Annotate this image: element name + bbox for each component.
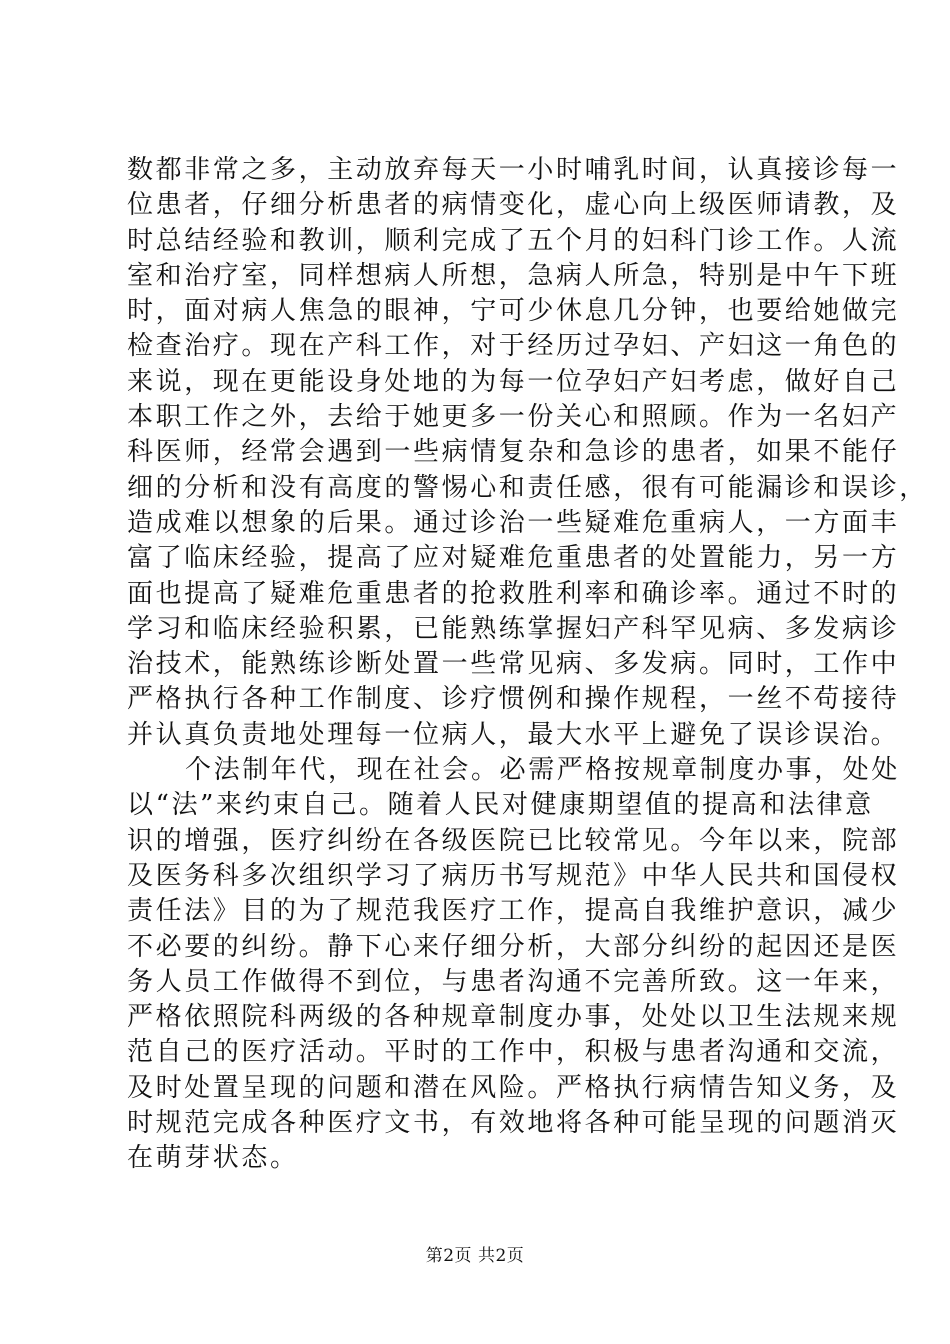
text-line: 及医务科多次组织学习了病历书写规范》中华人民共和国侵权 [127, 860, 900, 891]
text-line: 时规范完成各种医疗文书，有效地将各种可能呈现的问题消灭 [127, 1108, 900, 1139]
paragraph-2 [127, 753, 901, 1177]
text-line: 数都非常之多，主动放弃每天一小时哺乳时间，认真接诊每一 [127, 155, 900, 185]
text-line: 务人员工作做得不到位，与患者沟通不完善所致。这一年来， [127, 966, 900, 997]
page-number-footer: 第2页 共2页 [425, 1246, 525, 1266]
text-line: 严格依照院科两级的各种规章制度办事，处处以卫生法规来规 [127, 1002, 900, 1033]
text-line: 识的增强，医疗纠纷在各级医院已比较常见。今年以来，院部 [127, 825, 900, 856]
text-line: 时总结经验和教训，顺利完成了五个月的妇科门诊工作。人流 [127, 225, 900, 256]
text-line: 细的分析和没有高度的警惕心和责任感，很有可能漏诊和误诊， [127, 472, 928, 503]
text-line: 治技术，能熟练诊断处置一些常见病、多发病。同时，工作中 [127, 649, 900, 680]
text-line: 范自己的医疗活动。平时的工作中，积极与患者沟通和交流， [127, 1037, 900, 1068]
text-line: 严格执行各种工作制度、诊疗惯例和操作规程，一丝不苟接待 [127, 684, 900, 715]
text-line: 科医师，经常会遇到一些病情复杂和急诊的患者，如果不能仔 [127, 437, 900, 468]
text-line: 时，面对病人焦急的眼神，宁可少休息几分钟，也要给她做完 [127, 296, 900, 327]
text-line: 学习和临床经验积累，已能熟练掌握妇产科罕见病、多发病诊 [127, 613, 900, 644]
text-line: 本职工作之外，去给于她更多一份关心和照顾。作为一名妇产 [127, 402, 900, 433]
text-line: 并认真负责地处理每一位病人，最大水平上避免了误诊误治。 [127, 719, 900, 750]
body-text [127, 153, 928, 1177]
text-line: 富了临床经验，提高了应对疑难危重患者的处置能力，另一方 [127, 543, 900, 574]
text-line: 在萌芽状态。 [127, 1143, 299, 1174]
text-line: 及时处置呈现的问题和潜在风险。严格执行病情告知义务，及 [127, 1072, 900, 1103]
text-line: 造成难以想象的后果。通过诊治一些疑难危重病人，一方面丰 [127, 507, 900, 538]
text-line: 检查治疗。现在产科工作，对于经历过孕妇、产妇这一角色的 [127, 331, 900, 362]
text-line: 以“法”来约束自己。随着人民对健康期望值的提高和法律意 [127, 790, 874, 821]
text-line: 位患者，仔细分析患者的病情变化，虚心向上级医师请教，及 [127, 190, 900, 221]
text-line: 来说，现在更能设身处地的为每一位孕妇产妇考虑，做好自己 [127, 366, 900, 397]
text-line: 责任法》目的为了规范我医疗工作，提高自我维护意识，减少 [127, 896, 900, 927]
text-line: 面也提高了疑难危重患者的抢救胜利率和确诊率。通过不时的 [127, 578, 900, 609]
text-line: 个法制年代，现在社会。必需严格按规章制度办事，处处 [185, 755, 901, 786]
text-line: 不必要的纠纷。静下心来仔细分析，大部分纠纷的起因还是医 [127, 931, 900, 962]
paragraph-1 [127, 153, 928, 753]
text-line: 室和治疗室，同样想病人所想，急病人所急，特别是中午下班 [127, 260, 900, 291]
